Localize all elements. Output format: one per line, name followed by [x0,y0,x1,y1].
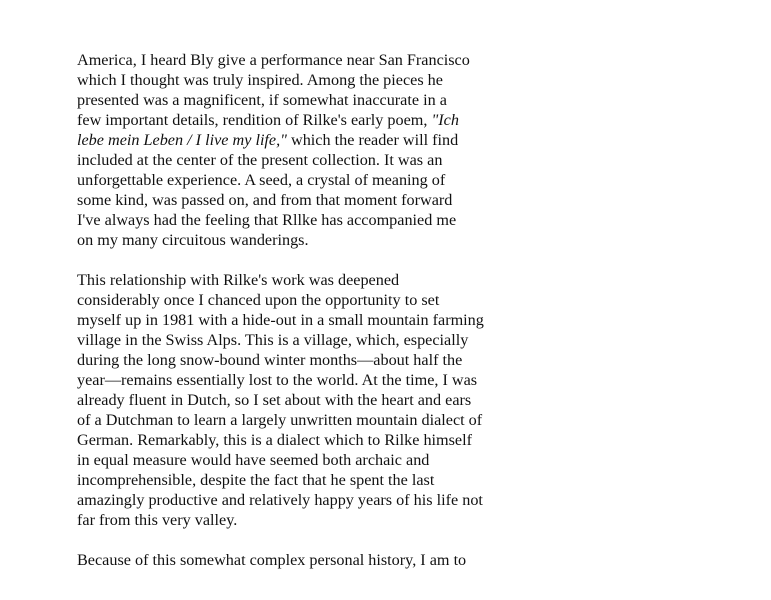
text-line: lebe mein Leben / I live my life," which the reader will find [77,131,459,149]
text-line: on my many circuitous wanderings. [77,231,309,249]
text-line: far from this very valley. [77,511,238,529]
text-line: presented was a magnificent, if somewhat inaccurate in a [77,91,447,109]
text-line: already fluent in Dutch, so I set about with the heart and ears [77,391,472,409]
text-line: included at the center of the present collection. It was an [77,151,443,169]
text-line: America, I heard Bly give a performance near San Francisco [77,51,470,69]
poem-title-italic: lebe mein Leben / I live my life," [77,131,287,149]
poem-title-italic: "Ich [431,111,459,129]
text-line: of a Dutchman to learn a largely unwritten mountain dialect of [77,411,483,429]
document-page [77,50,517,590]
text-line: village in the Swiss Alps. This is a village, which, especially [77,331,469,349]
text-line: year—remains essentially lost to the world. At the time, I was [77,371,478,389]
text-line: considerably once I chanced upon the opportunity to set [77,291,440,309]
text-line: German. Remarkably, this is a dialect which to Rilke himself [77,431,472,449]
text-line: I've always had the feeling that Rllke has accompanied me [77,211,457,229]
text-line: few important details, rendition of Rilke's early poem, "Ich [77,111,459,129]
text-line: during the long snow-bound winter months—about half the [77,351,463,369]
text-line: unforgettable experience. A seed, a crystal of meaning of [77,171,446,189]
text-line: incomprehensible, despite the fact that he spent the last [77,471,435,489]
text-line: some kind, was passed on, and from that moment forward [77,191,453,209]
text-line: Because of this somewhat complex personal history, I am to [77,551,467,569]
text-line: in equal measure would have seemed both archaic and [77,451,430,469]
text-line: which I thought was truly inspired. Among the pieces he [77,71,443,89]
text-line: myself up in 1981 with a hide-out in a small mountain farming [77,311,484,329]
text-line: This relationship with Rilke's work was deepened [77,271,400,289]
text-line: amazingly productive and relatively happy years of his life not [77,491,483,509]
paragraph-3 [77,550,517,570]
paragraph-1 [77,50,517,250]
paragraph-2 [77,270,517,530]
